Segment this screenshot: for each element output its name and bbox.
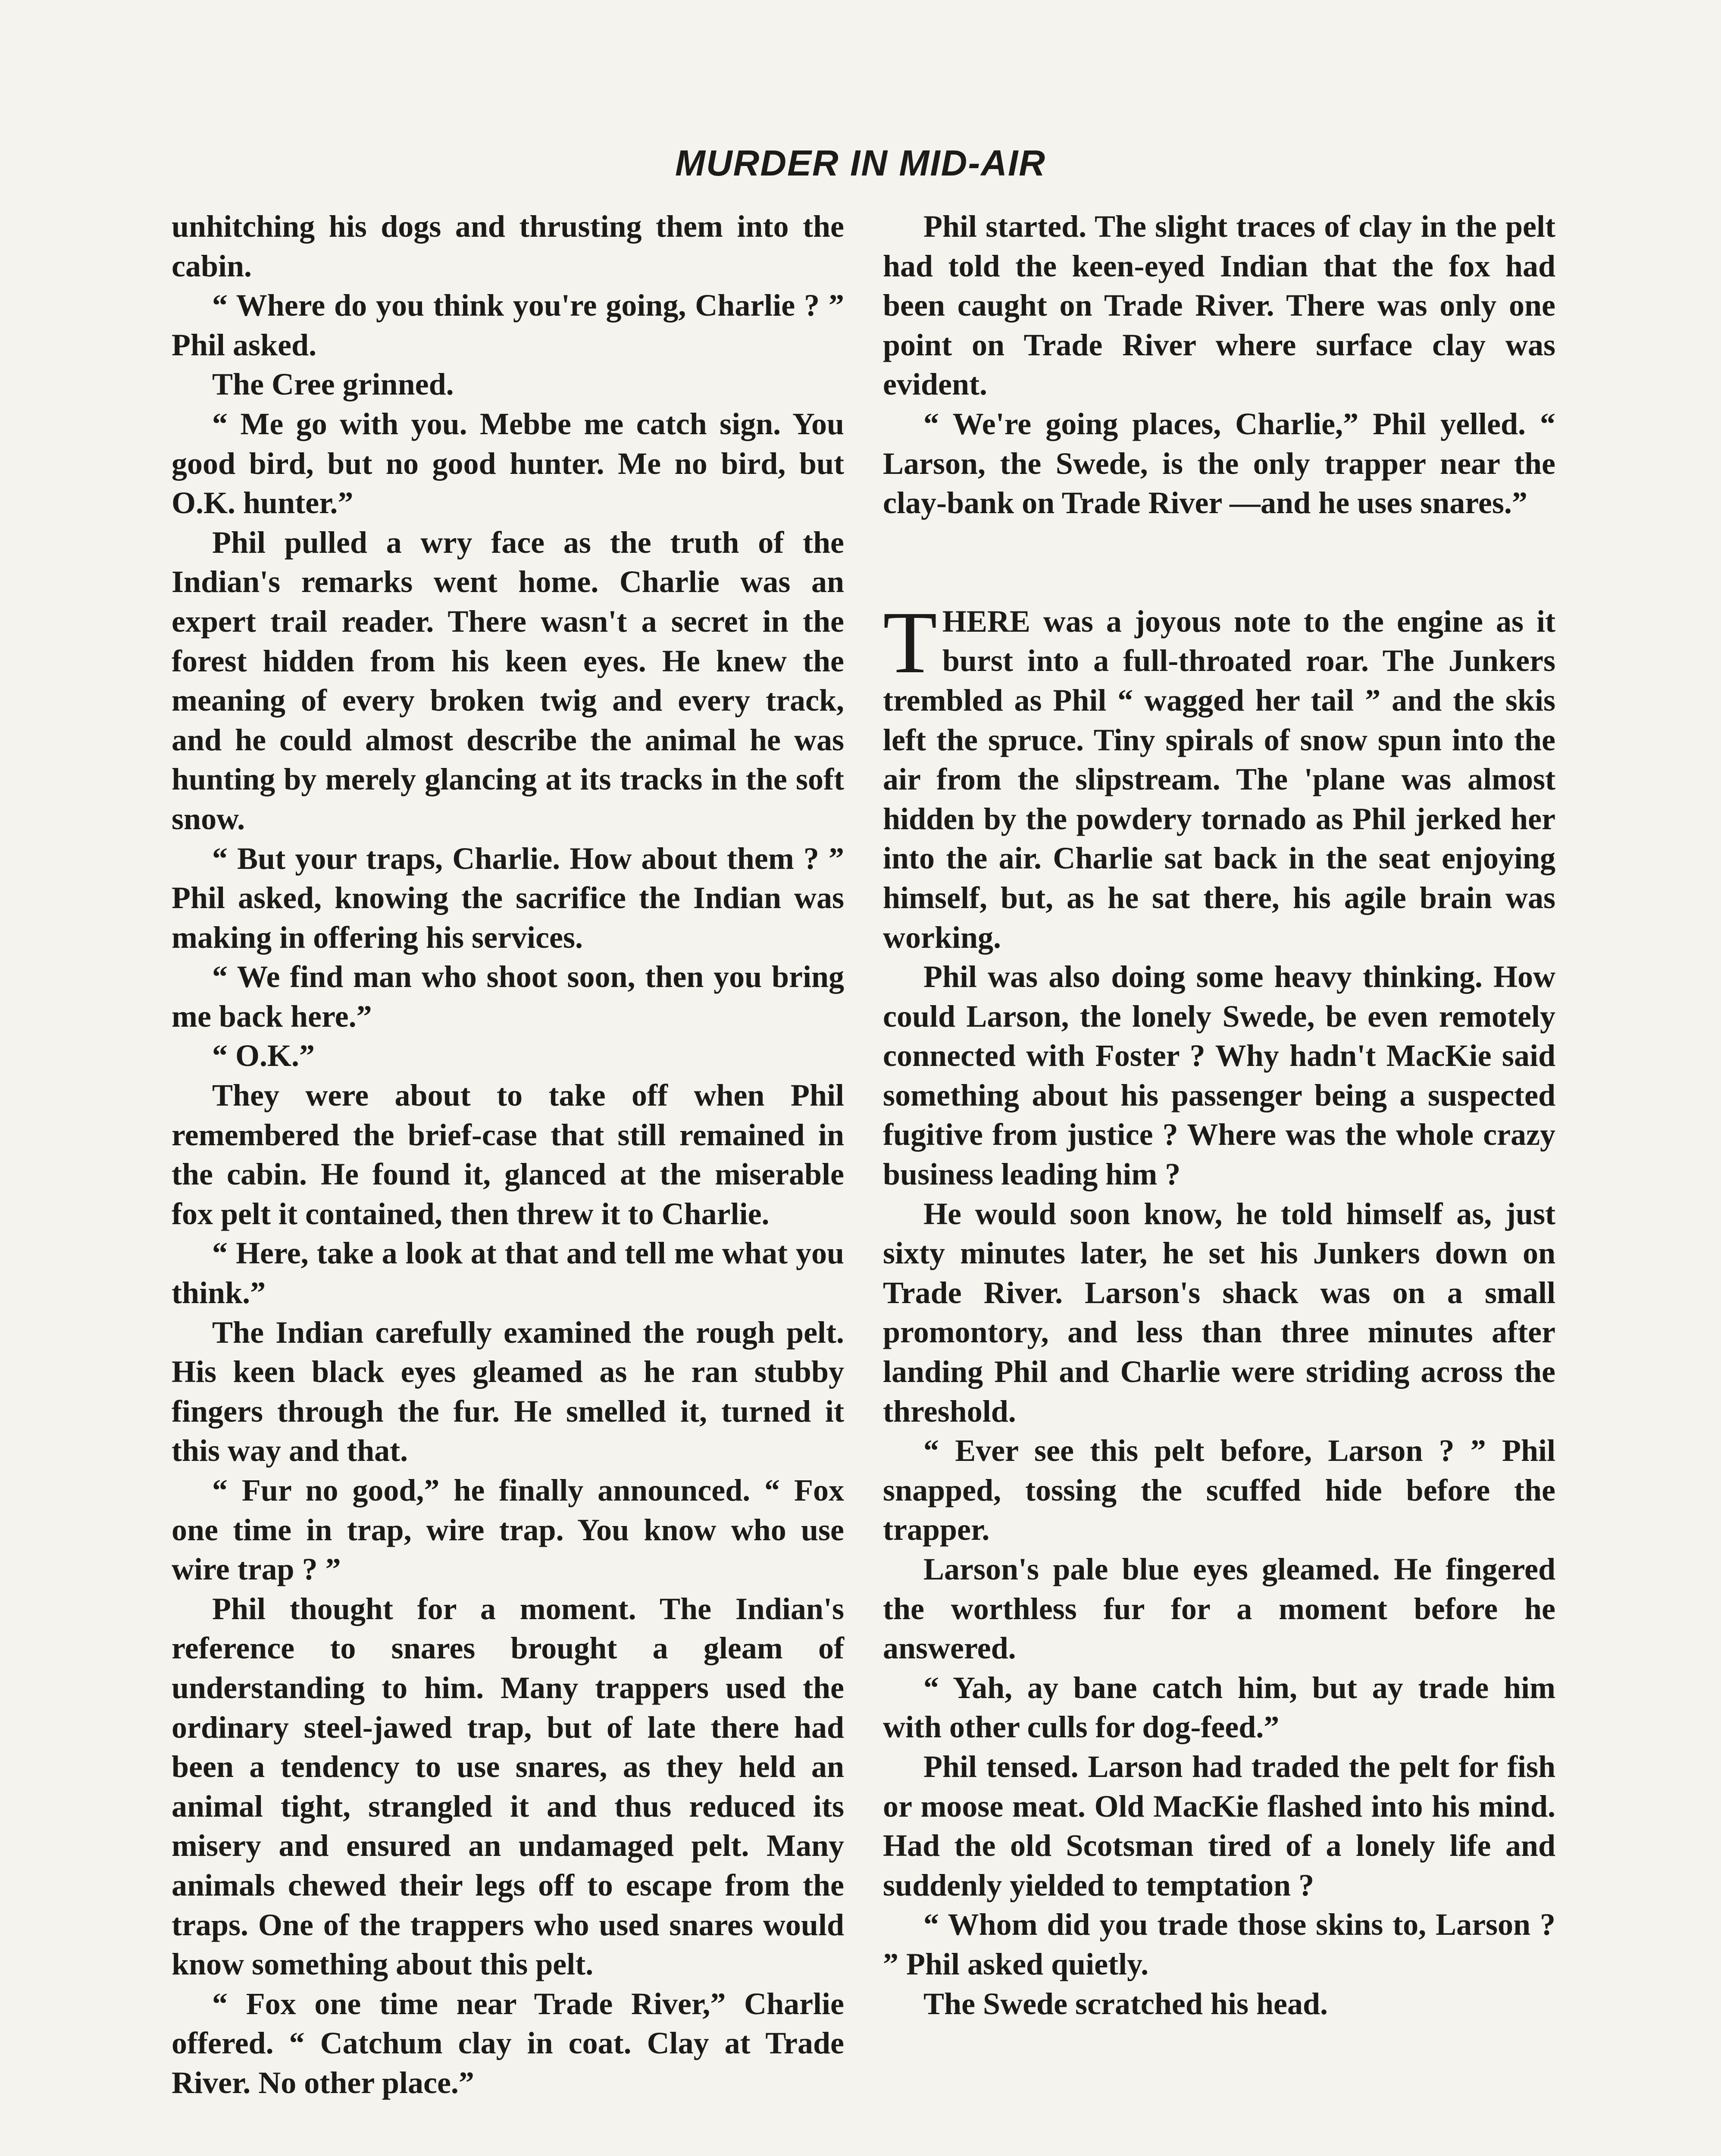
paragraph: “ We're going places, Charlie,” Phil yelled. “ Larson, the Swede, is the only trapper near the clay-bank on Trade River —and he uses snares.” bbox=[883, 406, 1555, 520]
paragraph: They were about to take off when Phil remembered the brief-case that still remained in the cabin. He found it, glanced at the miserable fox pelt it contained, then threw it to Charlie. bbox=[172, 1078, 844, 1231]
paragraph: “ Fox one time near Trade River,” Charlie offered. “ Catchum clay in coat. Clay at Trade River. No other place.” bbox=[172, 1986, 844, 2100]
section-break bbox=[883, 523, 1555, 602]
paragraph: “ Ever see this pelt before, Larson ? ” Phil snapped, tossing the scuffed hide before the trapper. bbox=[883, 1433, 1555, 1547]
paragraph: “ O.K.” bbox=[212, 1038, 315, 1073]
paragraph: Larson's pale blue eyes gleamed. He fingered the worthless fur for a moment before he answered. bbox=[883, 1552, 1555, 1666]
paragraph: “ Yah, ay bane catch him, but ay trade him with other culls for dog-feed.” bbox=[883, 1670, 1555, 1745]
paragraph: The Cree grinned. bbox=[212, 367, 454, 402]
paragraph: Phil thought for a moment. The Indian's reference to snares brought a gleam of understanding to him. Many trappers used the ordinary steel-jawed trap, but of late there had been a tendency to use snares, as they held an animal tight, strangled it and thus reduced its misery and ensured an undamaged pelt. Many animals chewed their legs off to escape from the traps. One of the trappers who used snares would know something about this pelt. bbox=[172, 1591, 844, 1982]
paragraph: The Swede scratched his head. bbox=[923, 1986, 1328, 2021]
paragraph: Phil pulled a wry face as the truth of the Indian's remarks went home. Charlie was an expert trail reader. There wasn't a secret in the forest hidden from his keen eyes. He knew the meaning of every broken twig and every track, and he could almost describe the animal he was hunting by merely glancing at its tracks in the soft snow. bbox=[172, 525, 844, 836]
drop-cap-paragraph-text: HERE was a joyous note to the engine as it burst into a full-throated roar. The Junkers trembled as Phil “ wagged her tail ” and the skis left the spruce. Tiny spirals of snow spun into the air from the slipstream. The 'plane was almost hidden by the powdery tornado as Phil jerked her into the air. Charlie sat back in the seat enjoying himself, but, as he sat there, his agile brain was working. bbox=[883, 604, 1555, 955]
paragraph: “ Me go with you. Mebbe me catch sign. You good bird, but no good hunter. Me no bird, but O.K. hunter.” bbox=[172, 406, 844, 520]
paragraph: “ Whom did you trade those skins to, Larson ? ” Phil asked quietly. bbox=[883, 1907, 1555, 1981]
paragraph: unhitching his dogs and thrusting them into the cabin. bbox=[172, 209, 844, 283]
paragraph: “ Fur no good,” he finally announced. “ Fox one time in trap, wire trap. You know who use wire trap ? ” bbox=[172, 1473, 844, 1587]
paragraph: He would soon know, he told himself as, just sixty minutes later, he set his Junkers down on Trade River. Larson's shack was on a small promontory, and less than three minutes after landing Phil and Charlie were striding across the threshold. bbox=[883, 1196, 1555, 1429]
paragraph: The Indian carefully examined the rough pelt. His keen black eyes gleamed as he ran stubby fingers through the fur. He smelled it, turned it this way and that. bbox=[172, 1315, 844, 1468]
left-column bbox=[172, 207, 844, 2103]
paragraph: “ We find man who shoot soon, then you bring me back here.” bbox=[172, 959, 844, 1034]
paragraph: “ Here, take a look at that and tell me what you think.” bbox=[172, 1236, 844, 1310]
drop-cap-paragraph bbox=[883, 592, 1555, 957]
paragraph: Phil tensed. Larson had traded the pelt for fish or moose meat. Old MacKie flashed into his mind. Had the old Scotsman tired of a lonely life and suddenly yielded to temptation ? bbox=[883, 1749, 1555, 1902]
paragraph: Phil was also doing some heavy thinking. How could Larson, the lonely Swede, be even remotely connected with Foster ? Why hadn't MacKie said something about his passenger being a suspected fugitive from justice ? Where was the whole crazy business leading him ? bbox=[883, 959, 1555, 1192]
page-title: MURDER IN MID-AIR bbox=[675, 143, 1046, 183]
right-column bbox=[883, 207, 1555, 2024]
paragraph: “ Where do you think you're going, Charlie ? ” Phil asked. bbox=[172, 288, 844, 362]
paragraph: “ But your traps, Charlie. How about them ? ” Phil asked, knowing the sacrifice the Indian was making in offering his services. bbox=[172, 841, 844, 955]
paragraph: Phil started. The slight traces of clay in the pelt had told the keen-eyed Indian that the fox had been caught on Trade River. There was only one point on Trade River where surface clay was evident. bbox=[883, 209, 1555, 402]
drop-cap: T bbox=[883, 592, 937, 692]
